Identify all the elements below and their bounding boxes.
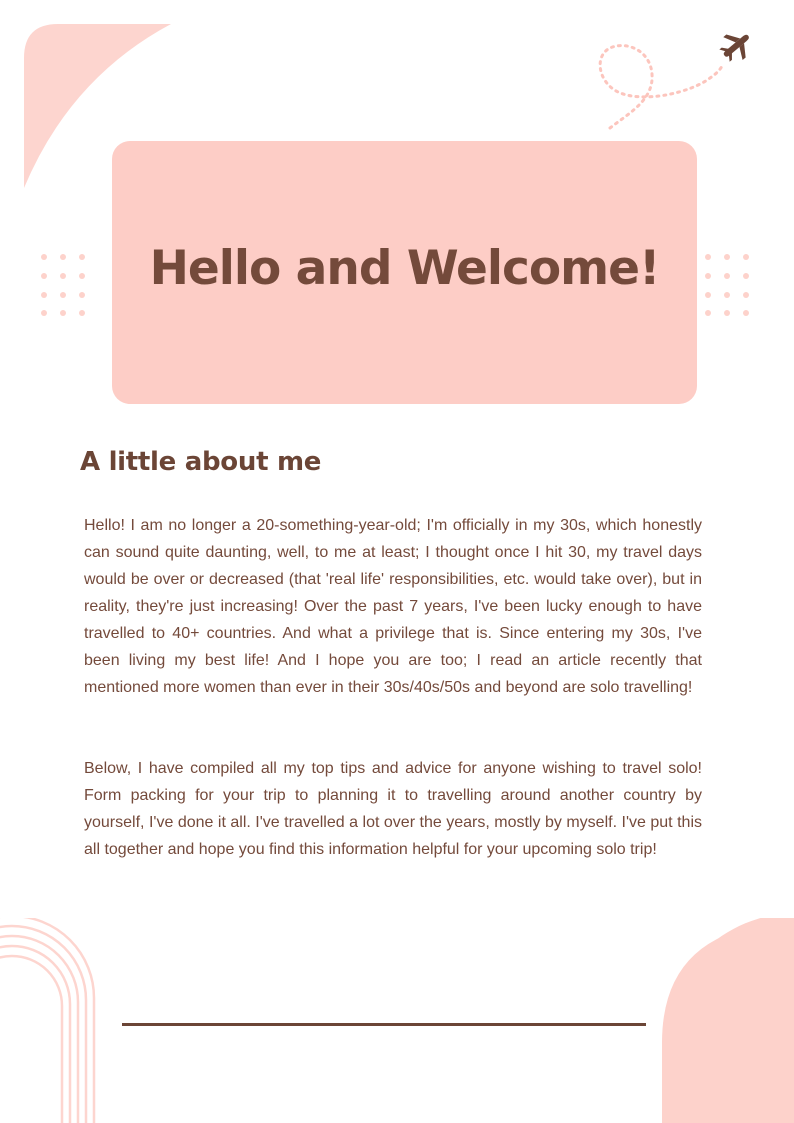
dot-grid-right bbox=[702, 251, 752, 317]
arches-decoration bbox=[0, 918, 112, 1123]
quarter-circle-decoration bbox=[662, 918, 794, 1123]
page-title: Hello and Welcome! bbox=[149, 241, 660, 296]
airplane-icon bbox=[715, 24, 758, 67]
section-heading: A little about me bbox=[80, 447, 322, 477]
body-paragraph: Below, I have compiled all my top tips and advice for anyone wishing to travel solo! Form packing for your trip to planning it to travelling around another country by yourself, I've done it all. I've travelled a lot over the years, mostly by myself. I've put this all together and hope you find this information helpful for your upcoming solo trip! bbox=[84, 760, 702, 858]
flight-path-decoration bbox=[592, 22, 762, 134]
divider-line bbox=[122, 1023, 646, 1026]
dot-grid-left bbox=[38, 251, 88, 317]
body-paragraph: Hello! I am no longer a 20-something-year-old; I'm officially in my 30s, which honestly can sound quite daunting, well, to me at least; I thought once I hit 30, my travel days would be over or decreased (that 'real life' responsibilities, etc. would take over), but in reality, they're just increasing! Over the past 7 years, I've been lucky enough to have travelled to 40+ countries. And what a privilege that is. Since entering my 30s, I've been living my best life! And I hope you are too; I read an article recently that mentioned more women than ever in their 30s/40s/50s and beyond are solo travelling! bbox=[84, 517, 702, 696]
